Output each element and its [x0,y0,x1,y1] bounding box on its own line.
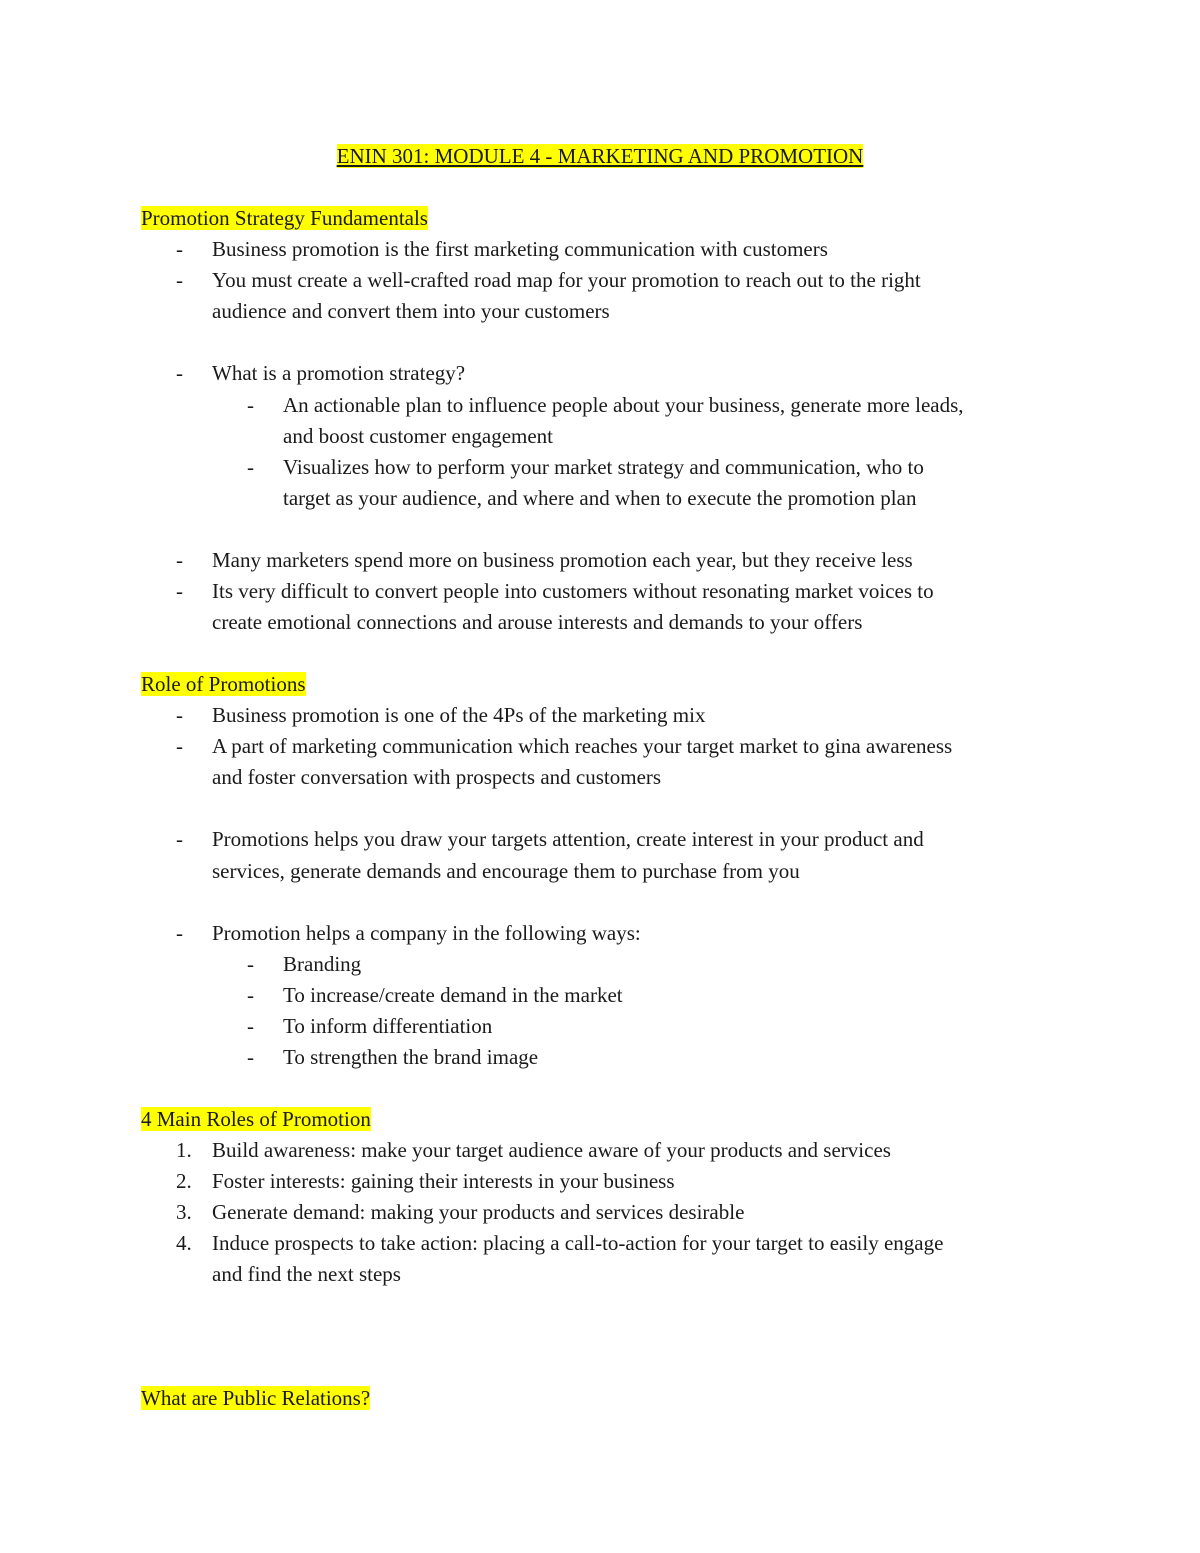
sub-list-item: Visualizes how to perform your market strategy and communication, who to [283,455,924,479]
list-item: Promotions helps you draw your targets attention, create interest in your product and [212,827,924,851]
sub-bullet-marker: - [247,983,254,1007]
list-item: Business promotion is one of the 4Ps of the marketing mix [212,703,706,727]
list-item: Business promotion is the first marketing communication with customers [212,237,828,261]
document-title: ENIN 301: MODULE 4 - MARKETING AND PROMOTION [336,144,864,168]
list-item-continued: create emotional connections and arouse interests and demands to your offers [212,610,863,634]
bullet-marker: - [176,579,183,603]
bullet-marker: - [176,703,183,727]
sub-list-item: An actionable plan to influence people about your business, generate more leads, [283,393,964,417]
sub-bullet-marker: - [247,1014,254,1038]
list-item-continued: and foster conversation with prospects and customers [212,765,662,789]
numbered-item-continued: and find the next steps [212,1262,401,1286]
section-heading-role-of-promotions: Role of Promotions [141,672,306,696]
numbered-item: Generate demand: making your products and services desirable [212,1200,745,1224]
section-heading-main-roles: 4 Main Roles of Promotion [141,1107,371,1131]
bullet-marker: - [176,361,183,385]
list-item: You must create a well-crafted road map for your promotion to reach out to the right [212,268,921,292]
sub-bullet-marker: - [247,455,254,479]
list-item: What is a promotion strategy? [212,361,466,385]
list-item: Its very difficult to convert people into customers without resonating market voices to [212,579,934,603]
bullet-marker: - [176,237,183,261]
numbered-item: Foster interests: gaining their interests in your business [212,1169,675,1193]
sub-list-item: Branding [283,952,362,976]
sub-list-item: To strengthen the brand image [283,1045,539,1069]
sub-list-item: To increase/create demand in the market [283,983,623,1007]
sub-bullet-marker: - [247,393,254,417]
numbered-item: Build awareness: make your target audience aware of your products and services [212,1138,891,1162]
list-item: Many marketers spend more on business promotion each year, but they receive less [212,548,913,572]
bullet-marker: - [176,734,183,758]
sub-list-item-continued: target as your audience, and where and when to execute the promotion plan [283,486,917,510]
list-item: A part of marketing communication which reaches your target market to gina awareness [212,734,953,758]
section-heading-public-relations: What are Public Relations? [141,1386,371,1410]
sub-bullet-marker: - [247,1045,254,1069]
list-item-continued: services, generate demands and encourage them to purchase from you [212,859,800,883]
bullet-marker: - [176,548,183,572]
sub-list-item: To inform differentiation [283,1014,493,1038]
numbered-item: Induce prospects to take action: placing a call-to-action for your target to easily engage [212,1231,944,1255]
list-number: 1. [176,1138,192,1162]
list-number: 4. [176,1231,192,1255]
bullet-marker: - [176,268,183,292]
sub-bullet-marker: - [247,952,254,976]
list-number: 3. [176,1200,192,1224]
list-item-continued: audience and convert them into your customers [212,299,610,323]
bullet-marker: - [176,827,183,851]
list-number: 2. [176,1169,192,1193]
sub-list-item-continued: and boost customer engagement [283,424,554,448]
bullet-marker: - [176,921,183,945]
list-item: Promotion helps a company in the following ways: [212,921,641,945]
section-heading-promotion-strategy: Promotion Strategy Fundamentals [141,206,428,230]
